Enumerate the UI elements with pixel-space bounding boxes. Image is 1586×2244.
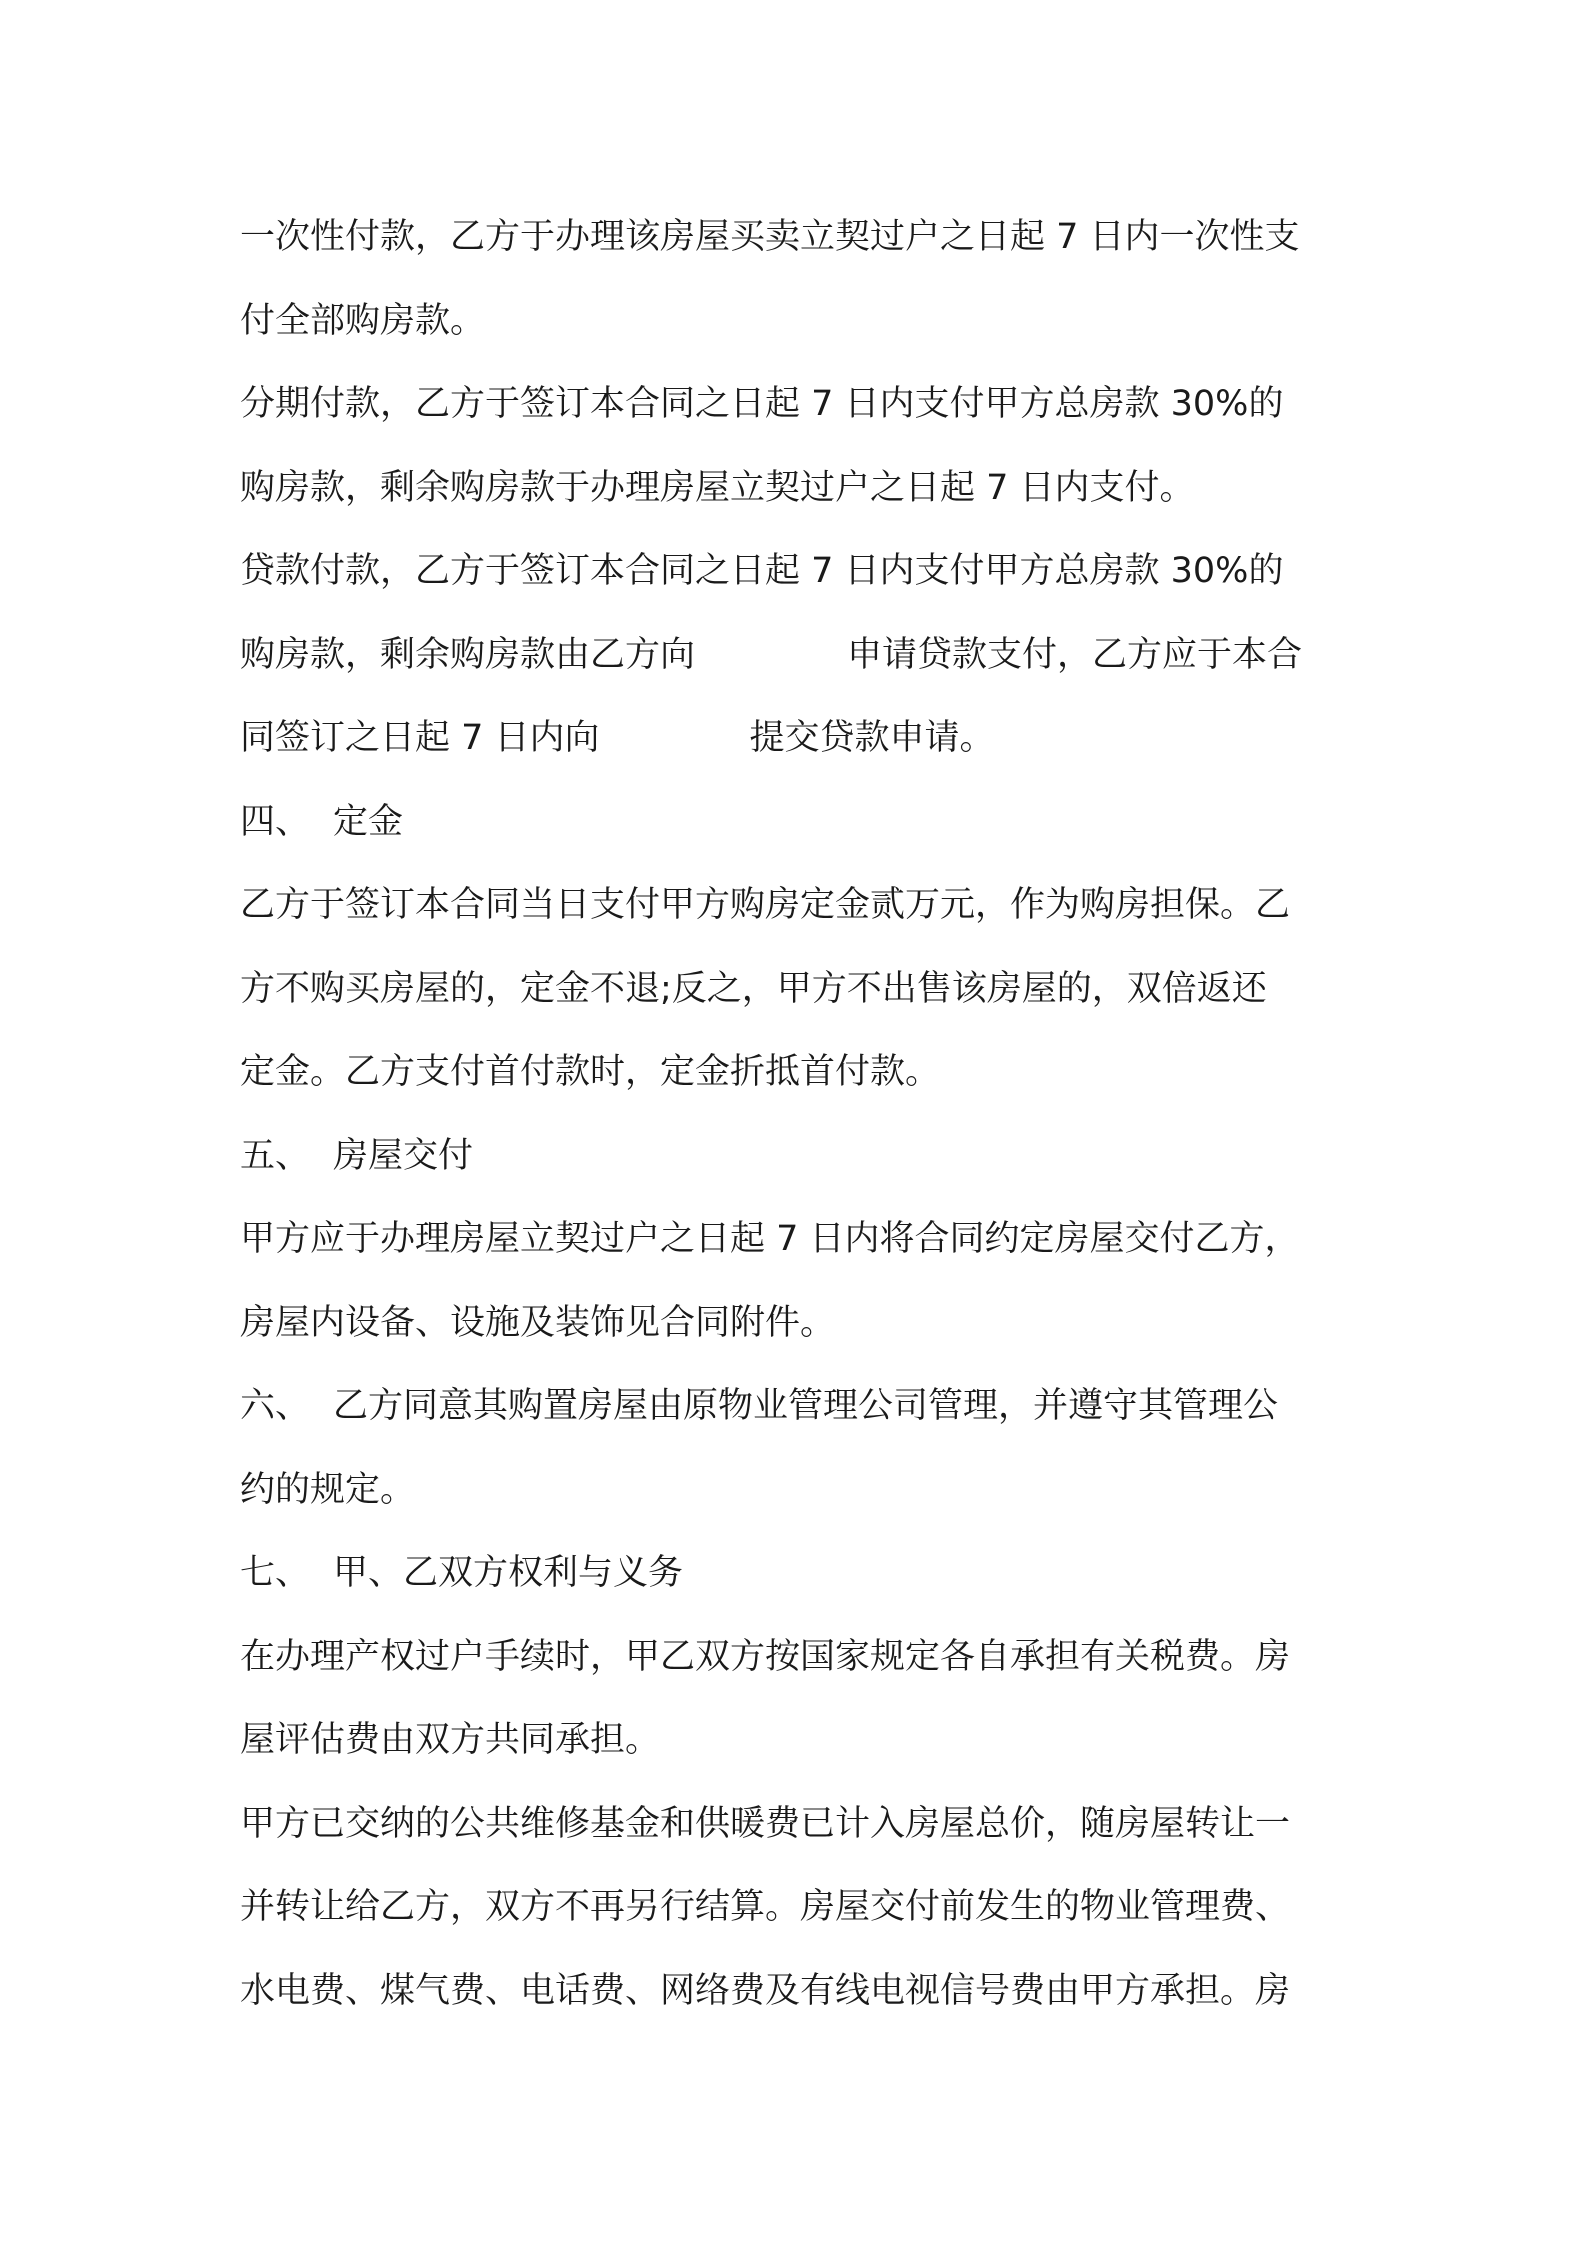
section-number: 五、: [240, 1135, 311, 1176]
section-number: 六、: [240, 1386, 311, 1426]
text-line: 定金。乙方支付首付款时，定金折抵首付款。: [240, 1052, 941, 1092]
text-line: 房屋内设备、设施及装饰见合同附件。: [240, 1302, 836, 1343]
contract-body: [240, 196, 1360, 2033]
section-number: 四、: [240, 801, 311, 842]
text-segment: 提交贷款申请。: [749, 718, 995, 758]
text-line: 乙方于签订本合同当日支付甲方购房定金贰万元，作为购房担保。乙: [240, 885, 1291, 925]
text-line-with-blank: [240, 697, 1360, 781]
section-title: 甲、乙双方权利与义务: [333, 1553, 684, 1593]
section-number: 七、: [240, 1553, 311, 1593]
section-title: 房屋交付: [333, 1135, 474, 1176]
section-title: 乙方同意其购置房屋由原物业管理公司管理，并遵守其管理公: [333, 1386, 1279, 1426]
text-line: 并转让给乙方，双方不再另行结算。房屋交付前发生的物业管理费、: [240, 1887, 1291, 1927]
text-line: 约的规定。: [240, 1469, 416, 1510]
section-heading: [240, 1115, 1360, 1199]
text-segment: 购房款，剩余购房款由乙方向: [240, 634, 696, 675]
section-heading: [240, 1365, 1360, 1449]
text-segment: 申请贷款支付，乙方应于本合: [847, 634, 1303, 675]
text-line: 贷款付款，乙方于签订本合同之日起 7 日内支付甲方总房款 30%的: [240, 551, 1284, 591]
text-line: 方不购买房屋的，定金不退;反之，甲方不出售该房屋的，双倍返还: [240, 968, 1267, 1009]
section-heading: [240, 1532, 1360, 1616]
text-line: 在办理产权过户手续时，甲乙双方按国家规定各自承担有关税费。房: [240, 1636, 1291, 1677]
text-line: 付全部购房款。: [240, 300, 486, 341]
text-line-with-blank: [240, 614, 1360, 698]
text-line: 屋评估费由双方共同承担。: [240, 1720, 661, 1760]
text-line: 一次性付款，乙方于办理该房屋买卖立契过户之日起 7 日内一次性支: [240, 217, 1300, 257]
text-line: 甲方应于办理房屋立契过户之日起 7 日内将合同约定房屋交付乙方，: [240, 1219, 1300, 1259]
section-heading: [240, 781, 1360, 865]
text-line: 分期付款，乙方于签订本合同之日起 7 日内支付甲方总房款 30%的: [240, 384, 1284, 424]
text-line: 购房款，剩余购房款于办理房屋立契过户之日起 7 日内支付。: [240, 467, 1195, 508]
text-line: 甲方已交纳的公共维修基金和供暖费已计入房屋总价，随房屋转让一: [240, 1803, 1291, 1844]
text-segment: 同签订之日起 7 日内向: [240, 718, 600, 758]
section-title: 定金: [333, 801, 404, 842]
text-line: 水电费、煤气费、电话费、网络费及有线电视信号费由甲方承担。房: [240, 1970, 1291, 2011]
